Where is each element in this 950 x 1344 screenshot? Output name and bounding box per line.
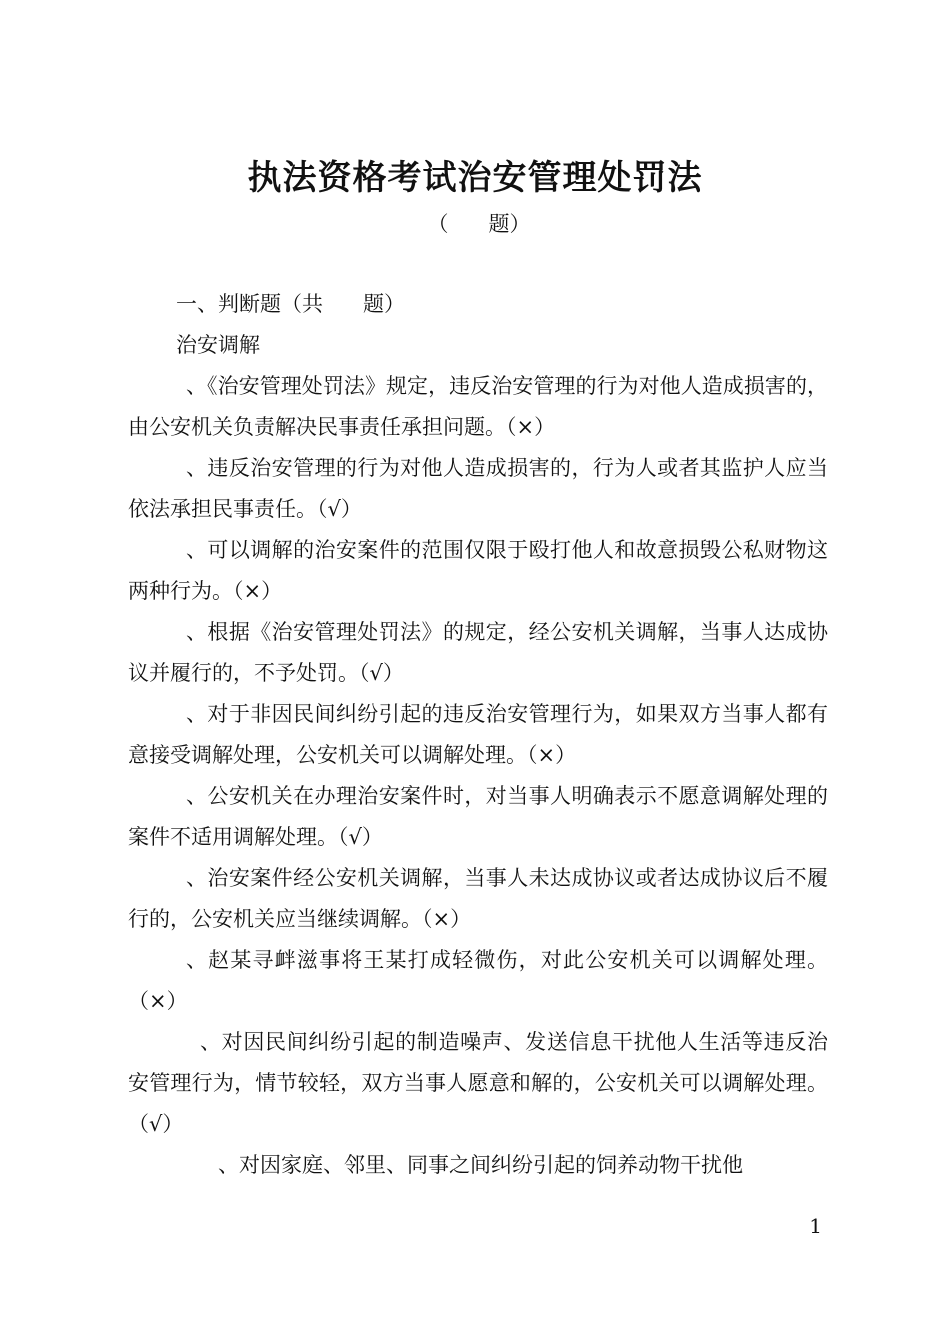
question-item: 、赵某寻衅滋事将王某打成轻微伤，对此公安机关可以调解处理。（×）: [128, 948, 828, 1013]
document-title: 执法资格考试治安管理处罚法: [247, 158, 703, 198]
section-heading: 一、判断题（共 题）: [176, 292, 406, 316]
page-number: 1: [809, 1214, 822, 1238]
question-item: 、对于非因民间纠纷引起的违反治安管理行为，如果双方当事人都有意接受调解处理，公安机关可以调解处理。（×）: [128, 702, 828, 767]
document-subtitle: （ 题）: [427, 212, 531, 236]
question-item: 、《治安管理处罚法》规定，违反治安管理的行为对他人造成损害的，由公安机关负责解决民事责任承担问题。（×）: [128, 374, 828, 439]
question-item: 、对因家庭、邻里、同事之间纠纷引起的饲养动物干扰他: [218, 1153, 743, 1177]
question-item: 、根据《治安管理处罚法》的规定，经公安机关调解，当事人达成协议并履行的，不予处罚。（√）: [128, 620, 828, 685]
question-item: 、治安案件经公安机关调解，当事人未达成协议或者达成协议后不履行的，公安机关应当继续调解。（×）: [128, 866, 828, 931]
question-item: 、公安机关在办理治安案件时，对当事人明确表示不愿意调解处理的案件不适用调解处理。（√）: [128, 784, 828, 849]
document-body: [128, 284, 828, 1186]
question-item: 、违反治安管理的行为对他人造成损害的，行为人或者其监护人应当依法承担民事责任。（√）: [128, 456, 828, 521]
question-item: 、可以调解的治安案件的范围仅限于殴打他人和故意损毁公私财物这两种行为。（×）: [128, 538, 828, 603]
question-item: 、对因民间纠纷引起的制造噪声、发送信息干扰他人生活等违反治安管理行为，情节较轻，双方当事人愿意和解的，公安机关可以调解处理。（√）: [128, 1030, 828, 1136]
subsection-heading: 治安调解: [176, 333, 260, 357]
